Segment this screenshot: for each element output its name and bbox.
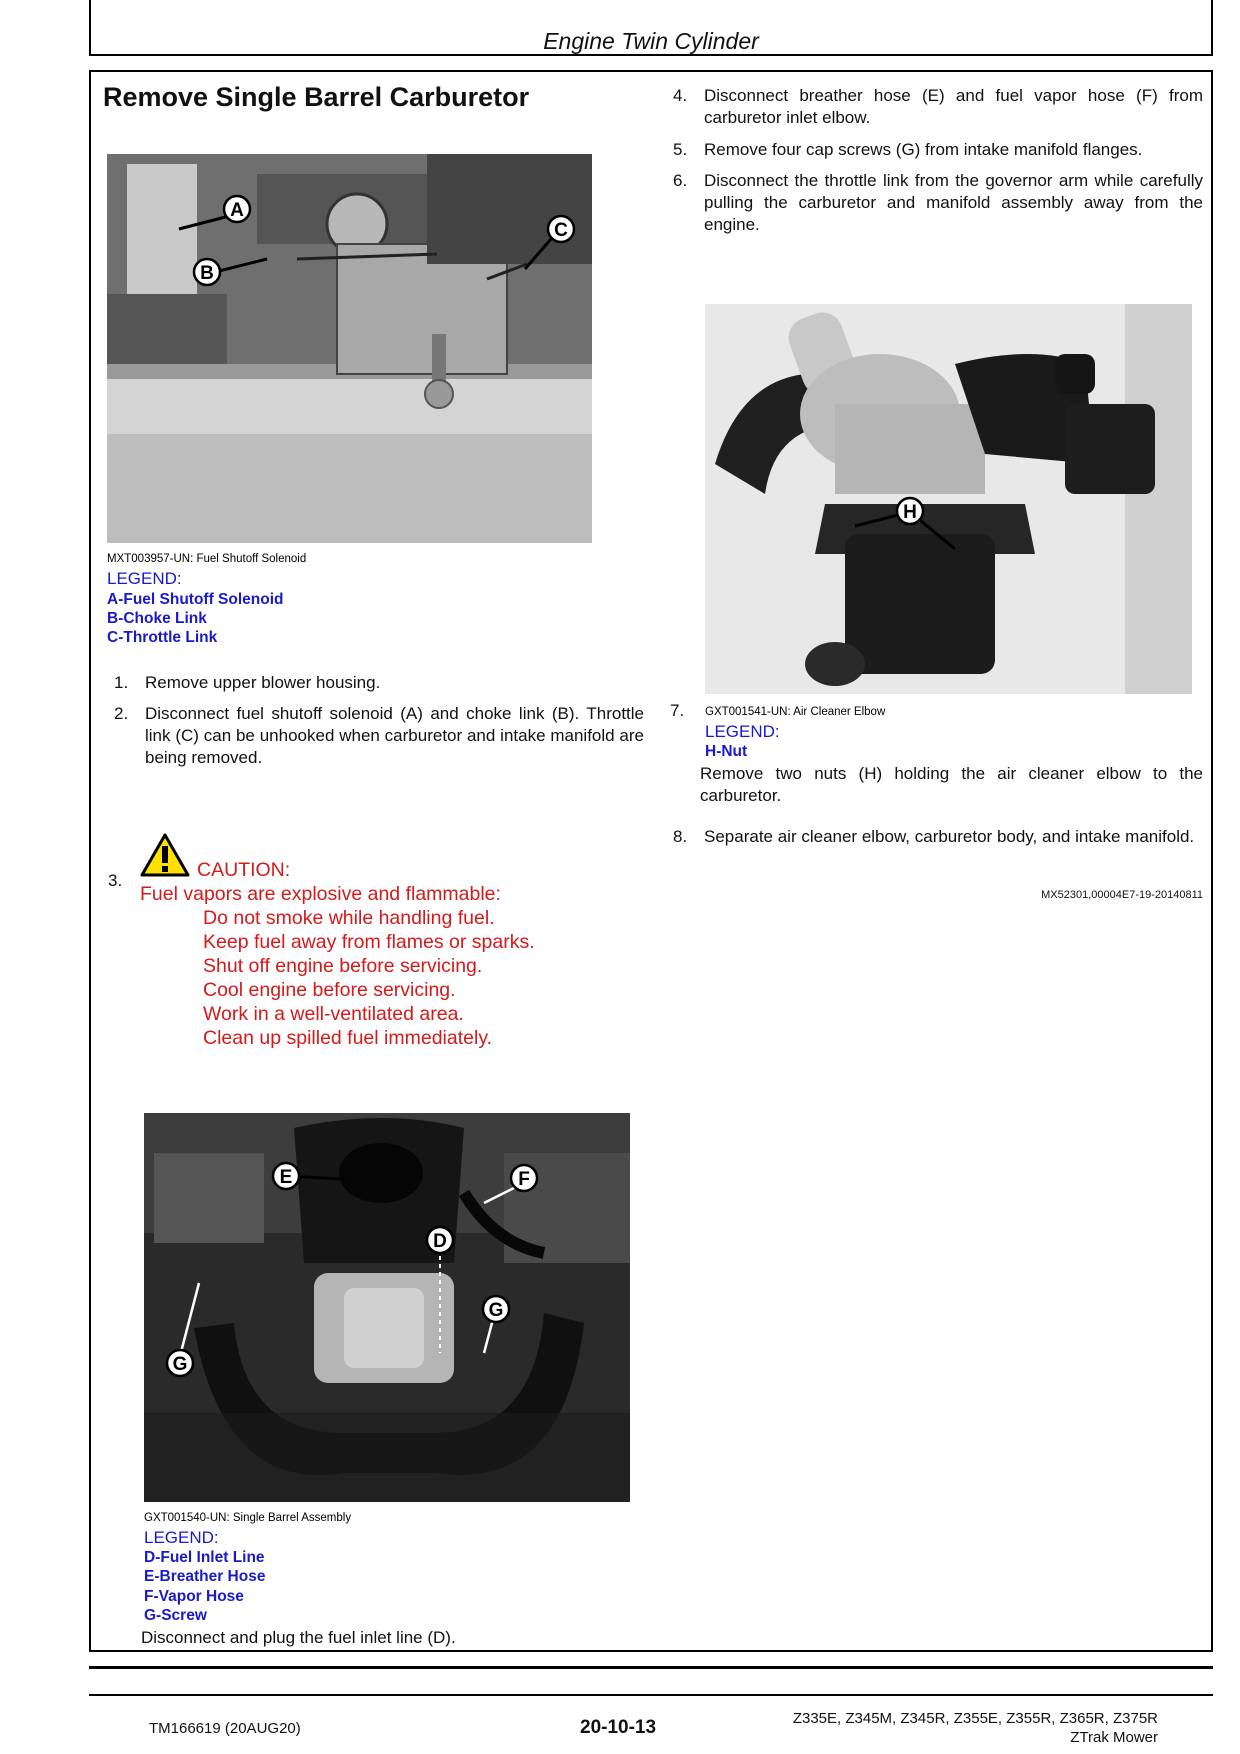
figure2-legend-heading: LEGEND: [144, 1528, 219, 1547]
legend-item: A-Fuel Shutoff Solenoid [107, 591, 284, 608]
step-text: Remove upper blower housing. [145, 673, 381, 692]
step-text: Remove four cap screws (G) from intake manifold flanges. [704, 140, 1143, 159]
figure1-caption: MXT003957-UN: Fuel Shutoff Solenoid [107, 553, 307, 565]
caution-line: Work in a well-ventilated area. [203, 1003, 464, 1025]
footer-rule [89, 1666, 1213, 1669]
callout-a [224, 196, 250, 222]
section-title: Remove Single Barrel Carburetor [103, 82, 530, 112]
callout-g-right [483, 1296, 509, 1322]
product-name: ZTrak Mower [1070, 1729, 1158, 1746]
callout-b [194, 259, 220, 285]
svg-text:H: H [903, 502, 917, 523]
figure3-legend-heading: LEGEND: [705, 722, 780, 741]
callout-d [427, 1227, 453, 1253]
callout-h [897, 498, 923, 524]
step-text: Disconnect breather hose (E) and fuel vapor hose (F) from carburetor inlet elbow. [704, 86, 1203, 127]
figure1-callouts [107, 154, 592, 543]
figure2-caption: GXT001540-UN: Single Barrel Assembly [144, 1512, 352, 1524]
svg-text:G: G [488, 1300, 504, 1321]
svg-text:A: A [230, 200, 244, 221]
step-7-number: 7. [670, 701, 685, 720]
model-list: Z335E, Z345M, Z345R, Z355E, Z355R, Z365R, Z375R [792, 1710, 1158, 1727]
svg-text:F: F [518, 1169, 530, 1190]
figure2-callouts [144, 1113, 630, 1502]
svg-text:C: C [554, 220, 568, 241]
step-number: 5. [673, 140, 688, 159]
callout-c [548, 216, 574, 242]
svg-text:B: B [200, 263, 214, 284]
step-4 [673, 85, 1203, 131]
figure3-callouts [705, 304, 1192, 694]
step-6 [673, 170, 1203, 238]
figure1-legend-heading: LEGEND: [107, 569, 182, 588]
legend-item: E-Breather Hose [144, 1568, 266, 1585]
step-2 [114, 703, 644, 773]
footer-rule [89, 1694, 1213, 1696]
callout-g-left [167, 1350, 193, 1376]
step-number: 4. [673, 86, 688, 105]
legend-item: C-Throttle Link [107, 629, 218, 646]
legend-item: F-Vapor Hose [144, 1588, 244, 1605]
step-number: 8. [673, 827, 688, 846]
legend-item: G-Screw [144, 1607, 207, 1624]
page-number: 20-10-13 [580, 1717, 657, 1738]
step-number: 6. [673, 171, 688, 190]
step-text: Disconnect the throttle link from the governor arm while carefully pulling the carburetor and manifold assembly away from the engine. [704, 171, 1203, 234]
warning-triangle-icon [140, 832, 190, 878]
step-5 [673, 139, 1203, 161]
figure2-instruction: Disconnect and plug the fuel inlet line (D). [141, 1628, 456, 1647]
step-number: 2. [114, 704, 129, 723]
step-8 [673, 826, 1203, 872]
caution-heading: CAUTION: [197, 859, 291, 881]
step-number: 1. [114, 673, 129, 692]
legend-item: D-Fuel Inlet Line [144, 1549, 265, 1566]
svg-text:G: G [172, 1354, 188, 1375]
caution-line: Do not smoke while handling fuel. [203, 907, 495, 929]
caution-line: Shut off engine before servicing. [203, 955, 483, 977]
callout-e [273, 1163, 299, 1189]
caution-line: Clean up spilled fuel immediately. [203, 1027, 493, 1049]
manual-number: TM166619 (20AUG20) [149, 1720, 301, 1737]
svg-text:E: E [279, 1167, 293, 1188]
legend-item: B-Choke Link [107, 610, 207, 627]
running-title: Engine Twin Cylinder [543, 28, 759, 54]
step-1 [114, 672, 644, 694]
caution-intro: Fuel vapors are explosive and flammable: [140, 883, 501, 905]
caution-line: Keep fuel away from flames or sparks. [203, 931, 535, 953]
step-text: Separate air cleaner elbow, carburetor body, and intake manifold. [704, 827, 1195, 846]
figure3-caption: GXT001541-UN: Air Cleaner Elbow [705, 706, 886, 718]
svg-text:D: D [433, 1231, 447, 1252]
legend-item: H-Nut [705, 743, 748, 760]
document-id: MX52301,00004E7-19-20140811 [1041, 889, 1203, 901]
figure3-instruction: Remove two nuts (H) holding the air cleaner elbow to the carburetor. [700, 764, 1203, 805]
callout-f [511, 1165, 537, 1191]
step-3-number: 3. [108, 871, 123, 890]
step-text: Disconnect fuel shutoff solenoid (A) and choke link (B). Throttle link (C) can be unhooked when carburetor and intake manifold are being removed. [145, 704, 644, 767]
caution-line: Cool engine before servicing. [203, 979, 456, 1001]
